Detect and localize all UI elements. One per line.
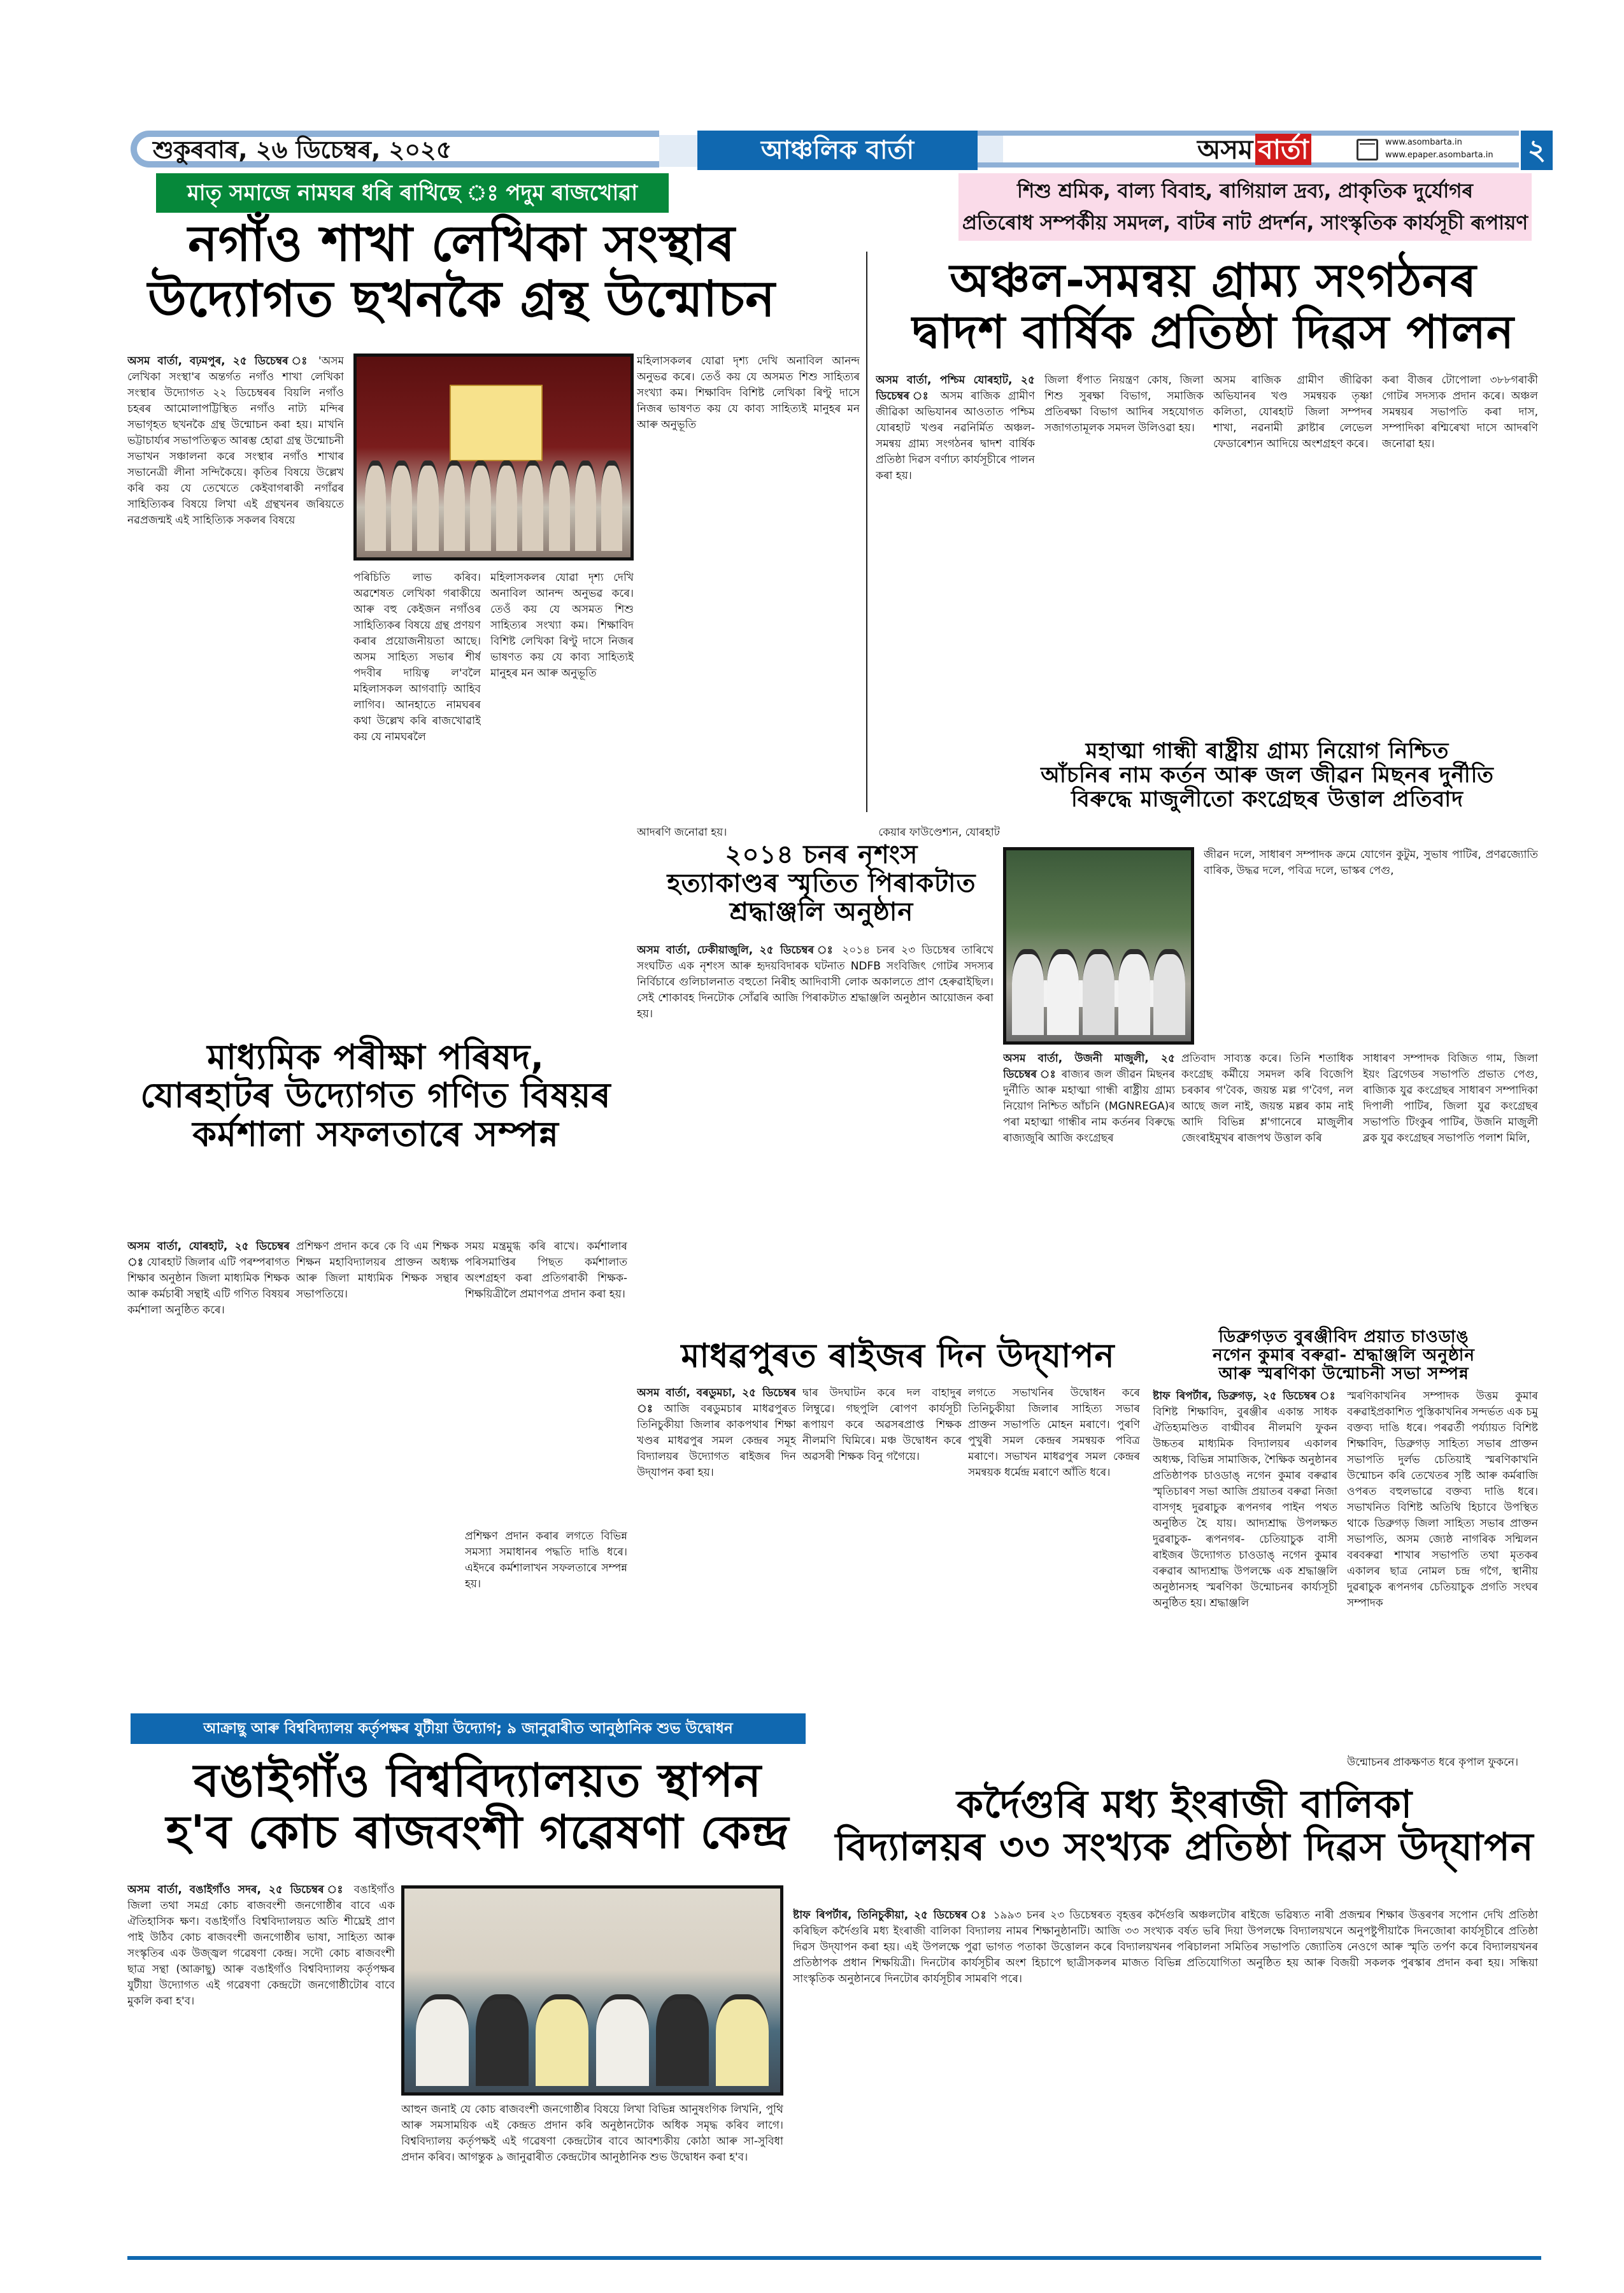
body-text: পৰিচিতি লাভ কৰিব। অৱশেষত লেখিকা গৰাকীয়ে আৰু বহু কেইজন নগাঁওৰ সাহিত্যিকৰ বিষয়ে গ্ৰন্থ প্ৰণয়ণ কৰাৰ প্ৰয়োজনীয়তা আছে। অসম সাহিত্য সভাৰ শীৰ্ষ পদবীৰ দায়িত্ব ল'বলৈ মহিলাসকল আগবাঢ়ি আহিব লাগিব। আনহাতে নামঘৰৰ কথা উল্লেখ কৰি ৰাজখোৱাই কয় যে নামঘৰলৈ (353, 571, 481, 743)
headline-line: নগাঁও শাখা লেখিকা সংস্থাৰ (188, 215, 736, 273)
article-body (1003, 1051, 1175, 1318)
website-url[interactable]: www.asombarta.in (1385, 138, 1462, 147)
headline-line: আৰু স্মৰণিকা উন্মোচনী সভা সম্পন্ন (1218, 1364, 1469, 1384)
headline-line: বঙাইগাঁও বিশ্ববিদ্যালয়ত স্থাপন (194, 1754, 762, 1807)
article-body (1204, 847, 1538, 1045)
headline-line: মহাত্মা গান্ধী ৰাষ্ট্ৰীয় গ্ৰাম্য নিয়োগ নিশ্চিত (1085, 738, 1449, 764)
headline-line: কৰ্মশালা সফলতাৰে সম্পন্ন (192, 1113, 559, 1154)
body-text: প্ৰতিবাদ সাব্যস্ত কৰে। তিনি শতাধিক কংগ্ৰেছ কৰ্মীয়ে সমদল কৰি বিজেপি চৰকাৰ গ'বৈক, জয়ন্ত মল্ল গ'বৈগ, নল আছে জল নাই, জয়ন্ত মল্লৰ কাম নাই আদি বিভিন্ন শ্ল'গানেৰে মাজুলীৰ জেংৰাইমুখৰ ৰাজপথ উত্তাল কৰি (1181, 1052, 1353, 1145)
body-text: যোৰহাট জিলাৰ এটি পৰম্পৰাগত শিক্ষাৰ অনুষ্ঠান জিলা মাধ্যমিক শিক্ষক আৰু কৰ্মচাৰী সন্থাই এটি গণিত বিষয়ৰ কৰ্মশালা অনুষ্ঠিত কৰে। (127, 1256, 290, 1317)
headline-lekhika (127, 217, 796, 328)
body-text: ২০১৪ চনৰ ২৩ ডিচেম্বৰ তাৰিখে সংঘটিত এক নৃশংস আৰু হৃদয়বিদাৰক ঘটনাত NDFB সংবিজিৎ গোটৰ সদস্যৰ নিৰ্বিচাৰে গুলিচালনাত বহুতো নিৰীহ আদিবাসী লোক অকালতে প্ৰাণ হেৰুৱাইছিল। সেই শোকাবহ দিনটোক সোঁৱৰি আজি পিৰাকটাত শ্ৰদ্ধাঞ্জলি অনুষ্ঠান আয়োজন কৰা হয়। (637, 944, 994, 1020)
article-body (876, 373, 1035, 729)
body-text: প্ৰশিক্ষণ প্ৰদান কৰে কে বি এম শিক্ষক শিক্ষন মহাবিদ্যালয়ৰ প্ৰাক্তন অধ্যক্ষ আৰু জিলা মাধ্যমিক শিক্ষক সন্থাৰ সভাপতিয়ে। (296, 1240, 459, 1301)
body-text: কৃতিৰ বিষয়ে উল্লেখ কৰি কয় যে তেখেতে কেইবাগৰাকী নগাঁৱৰ সাহিত্যিকৰ বিষয়ে লিখা এই গ্ৰন্থখনৰ জৰিয়তে নৱপ্ৰজন্মই এই সাহিত্যিক সকলৰ বিষয়ে (127, 466, 344, 527)
headline-madhavpur (662, 1338, 1134, 1375)
masthead-logo (1197, 134, 1311, 166)
kicker-line: শিশু শ্ৰমিক, বাল্য বিবাহ, ৰাগিয়াল দ্ৰব্য, প্ৰাকৃতিক দুৰ্যোগৰ (1017, 180, 1473, 203)
logo-text-right: বাৰ্তা (1255, 134, 1311, 165)
kicker-banner-blue: আক্ৰাছু আৰু বিশ্ববিদ্যালয় কৰ্তৃপক্ষৰ যুটীয়া উদ্যোগ; ৯ জানুৱাৰীত আনুষ্ঠানিক শুভ উদ্বোধন (131, 1713, 806, 1744)
article-body (1363, 1051, 1538, 1318)
article-tail: আদৰণি জনোৱা হয়। (637, 826, 727, 839)
body-text: সময় মন্ত্ৰমুগ্ধ কৰি ৰাখে। কৰ্মশালাৰ পৰিসমাপ্তিৰ পিছত কৰ্মশালাত অংশগ্ৰহণ কৰা প্ৰতিগৰাকী শিক্ষক-শিক্ষয়িত্ৰীলৈ প্ৰমাণপত্ৰ প্ৰদান কৰা হয়। (465, 1240, 627, 1301)
headline-majuli-congress (1006, 739, 1528, 811)
headline-line: মাধৱপুৰত ৰাইজৰ দিন উদ্‌যাপন (681, 1337, 1115, 1375)
headline-line: আঁচনিৰ নাম কৰ্তন আৰু জল জীৱন মিছনৰ দুৰ্নীতি (1041, 762, 1494, 789)
book-launch-photo (353, 354, 634, 561)
body-text: 'অসম লেখিকা সংস্থা'ৰ অন্তৰ্গত নগাঁও শাখা লেখিকা সংস্থাৰ উদ্যোগত ২২ ডিচেম্বৰৰ বিয়লি নগাঁও চহৰৰ আমোলাপট্টিস্থিত নগাঁও নাট্য মন্দিৰ সভাগৃহত ছখনকৈ গ্ৰন্থ উন্মোচন কৰা হয়। মাখনি ভট্টাচাৰ্য্যৰ সভাপতিত্বত আৰম্ভ হোৱা গ্ৰন্থ উন্মোচনী সভাখন সঞ্চালনা কৰে সংস্থাৰ নগাঁও শাখাৰ সভানেত্ৰী লীনা সন্দিকৈয়ে। (127, 355, 344, 479)
article-body (127, 354, 344, 1016)
headline-line: ডিব্ৰুগড়ত বুৰঞ্জীবিদ প্ৰয়াত চাওডাঙ্ (1218, 1327, 1469, 1347)
article-body (127, 1239, 290, 1704)
logo-text-left: অসম (1197, 134, 1253, 165)
page-bottom-rule (127, 2256, 1541, 2260)
body-text: আহুন জনাই যে কোচ ৰাজবংশী জনগোষ্ঠীৰ বিষয়ে লিখা বিভিন্ন আনুষংগিক লিখনি, পুথি আৰু সমসাময়িক এই কেন্দ্ৰত প্ৰদান কৰি অনুষ্ঠানটোক অধিক সমৃদ্ধ কৰিব লাগে। বিশ্ববিদ্যালয় কৰ্তৃপক্ষই এই গৱেষণা কেন্দ্ৰটোৰ বাবে আবশ্যকীয় কোঠা আৰু সা-সুবিধা প্ৰদান কৰিব। আগন্তুক ৯ জানুৱাৰীত কেন্দ্ৰটোৰ আনুষ্ঠানিক শুভ উদ্বোধন কৰা হ'ব। (401, 2103, 783, 2164)
dateline: অসম বাৰ্তা, বঢ়মপুৰ, ২৫ ডিচেম্বৰ ঃ (127, 355, 311, 368)
body-text: জিলা ধঁপাত নিয়ন্ত্ৰণ কোষ, জিলা শিশু সুৰক্ষা বিভাগ, সমাজিক প্ৰতিৰক্ষা বিভাগ আদিৰ সহযোগত সজাগতামূলক সমদল উলিওৱা হয়। (1044, 374, 1204, 434)
body-text: দ্বাৰ উদঘাটন কৰে দল বাহাদুৰ লিম্বুৱে। গছপুলি ৰোপণ কাৰ্যসূচী ৰূপায়ণ কৰে অৱসৰপ্ৰাপ্ত শিক্ষক নীলমণি ঘিমিৰে। মঞ্চ উদ্বোধন কৰে অৱসৰী শিক্ষক বিনু গগৈয়ে। (802, 1387, 962, 1463)
body-text: প্ৰশিক্ষণ প্ৰদান কৰাৰ লগতে বিভিন্ন সমস্যা সমাধানৰ পদ্ধতি দাঙি ধৰে। এইদৰে কৰ্মশালাখন সফলতাৰে সম্পন্ন হয়। (465, 1530, 627, 1590)
headline-line: ২০১৪ চনৰ নৃশংস (725, 840, 918, 869)
dateline: অসম বাৰ্তা, উজনী মাজুলী, ২৫ ডিচেম্বৰ ঃ (1003, 1052, 1175, 1081)
article-body (1382, 373, 1538, 729)
body-text: আজি বৰডুমচাৰ মাধৱপুৰত তিনিচুকীয়া জিলাৰ কাকপথাৰ শিক্ষা খণ্ডৰ মাধৱপুৰ সমল কেন্দ্ৰৰ সমূহ বিদ্যালয়ৰ উদ্যোগত ৰাইজৰ দিন উদ্‌যাপন কৰা হয়। (637, 1403, 796, 1479)
headline-line: কৰ্দৈগুৰি মধ্য ইংৰাজী বালিকা (957, 1782, 1413, 1827)
kicker-line: প্ৰতিৰোধ সম্পৰ্কীয় সমদল, বাটৰ নাট প্ৰদৰ্শন, সাংস্কৃতিক কাৰ্যসূচী ৰূপায়ণ (962, 211, 1528, 234)
headline-bongaigaon (127, 1755, 828, 1857)
headline-line: মাধ্যমিক পৰীক্ষা পৰিষদ, (207, 1037, 545, 1077)
headline-kordoiguri (828, 1783, 1541, 1869)
body-text: মহিলাসকলৰ যোৱা দৃশ্য দেখি অনাবিল আনন্দ অনুভৱ কৰে। তেওঁ কয় যে অসমত শিশু সাহিত্যৰ সংখ্যা কম। শিক্ষাবিদ বিশিষ্ট লেখিকা ৰিণ্টু দাসে নিজৰ ভাষণত কয় যে কাব্য সাহিত্যই মানুহৰ মন আৰু অনুভূতি (637, 355, 860, 431)
dateline: অসম বাৰ্তা, যোৰহাট, ২৫ ডিচেম্বৰ ঃ (127, 1240, 290, 1269)
body-text: ১৯৯৩ চনৰ ২৩ ডিচেম্বৰত বৃহত্তৰ কৰ্দৈগুৰি অঞ্চলটোৰ ৰাইজে ভৱিষ্যত নাৰী প্ৰজন্মৰ শিক্ষাৰ উত্তৰণৰ সপোন দেখি প্ৰতিষ্ঠা কৰিছিল কৰ্দৈগুৰি মধ্য ইংৰাজী বালিকা বিদ্যালয় নামৰ শিক্ষানুষ্ঠানটি। আজি ৩৩ সংখ্যক বৰ্ষত ভৰি দিয়া উপলক্ষে বিদ্যালয়খনে অনুপষ্টুপীয়াকৈ দিনজোৰা কাৰ্যসূচীৰে প্ৰতিষ্ঠা দিৱস উদ্‌যাপন কৰা হয়। এই উপলক্ষে পুৱা ভাগত পতাকা উত্তোলন কৰে বিদ্যালয়খনৰ পৰিচালনা সমিতিৰ সভাপতি জ্যোতিষ নেওগে আৰু স্মৃতি তৰ্পণ কৰে বিদ্যালয়খনৰ প্ৰতিষ্ঠাপক প্ৰধান শিক্ষয়িত্ৰী। দিনটোৰ কাৰ্যসূচীৰ অংশ হিচাপে ছাত্ৰীসকলৰ মাজত বিভিন্ন প্ৰতিযোগিতা অনুষ্ঠিত হয় আৰু বিজয়ী সকলক পুৰস্কাৰ প্ৰদান কৰা হয়। সন্ধিয়া সাংস্কৃতিক অনুষ্ঠানৰে দিনটোৰ কাৰ্যসূচীৰ সামৰণি পৰে। (793, 1909, 1538, 1985)
header-right-tint (978, 136, 1003, 162)
article-body (490, 570, 634, 1016)
article-body (353, 570, 481, 1016)
header-tint (659, 135, 697, 167)
body-text: সভাখন মাধৱপুৰ সমল কেন্দ্ৰৰ সমন্বয়ক ধৰ্মেন্দ্ৰ মৰাণে আঁতি ধৰে। (968, 1450, 1140, 1479)
headline-pirakata (637, 841, 1006, 926)
section-title: আঞ্চলিক বাৰ্তা (697, 131, 978, 170)
article-body (465, 1529, 627, 1701)
dateline: অসম বাৰ্তা, পশ্চিম যোৰহাট, ২৫ ডিচেম্বৰ ঃ (876, 374, 1035, 403)
body-text: বিশিষ্ট শিক্ষাবিদ, বুৰঞ্জীৰ একান্ত সাধক ঐতিহ্যমণ্ডিত বাগ্মীবৰ নীলমণি ফুকন উচ্চতৰ মাধ্যমিক বিদ্যালয়ৰ একালৰ অধ্যক্ষ, বিভিন্ন সামাজিক, শৈক্ষিক অনুষ্ঠানৰ প্ৰতিষ্ঠাপক চাওডাঙ্ নগেন কুমাৰ বৰুৱাৰ স্মৃতিচাৰণ সভা আজি প্ৰয়াতৰ বৰুৱা নিজা বাসগৃহ দুৱৰাচুক ৰূপনগৰ পাইন পথত অনুষ্ঠিত হৈ যায়। আদ্যশ্ৰাদ্ধ উপলক্ষত দুৱৰাচুক- ৰূপনগৰ- চেতিয়াচুক বাসী ৰাইজৰ উদ্যোগত চাওডাঙ্ নগেন কুমাৰ বৰুৱাৰ আদ্যশ্ৰাদ্ধ উপলক্ষে এক শ্ৰদ্ধাঞ্জলি অনুষ্ঠানসহ স্মৰণিকা উন্মোচনৰ কাৰ্য্যসূচী অনুষ্ঠিত হয়। শ্ৰদ্ধাঞ্জলি (1153, 1406, 1337, 1610)
article-tail: উন্মোচনৰ প্ৰাকক্ষণত ধৰে কৃপাল ফুকনে। (1347, 1756, 1519, 1769)
dateline: অসম বাৰ্তা, বঙাইগাঁও সদৰ, ২৫ ডিচেম্বৰ ঃ (127, 1883, 347, 1896)
article-body (637, 943, 994, 1325)
body-text: ৰাজ্যৰ জল জীৱন মিছনৰ দুৰ্নীতি আৰু মহাত্মা গান্ধী ৰাষ্ট্ৰীয় গ্ৰাম্য নিয়োগ নিশ্চিত আঁচনি (MGNREGA)ৰ পৰা মহাত্মা গান্ধীৰ নাম কৰ্তনৰ বিৰুদ্ধে ৰাজ্যজুৰি আজি কংগ্ৰেছৰ (1003, 1068, 1175, 1145)
body-text: স্মৰণিকাখনিৰ সম্পাদক উত্তম কুমাৰ বৰুৱাইপ্ৰকাশিত পুস্তিকাখনিৰ সন্দৰ্ভত এক চমু বক্তব্য দাঙি ধৰে। পৰৱৰ্তী পৰ্য্যায়ত বিশিষ্ট শিক্ষাবিদ, ডিব্ৰুগড় সাহিত্য সভাৰ প্ৰাক্তন সভাপতি দুৰ্লভ চেতিয়াই স্মৰণিকাখনি উন্মোচন কৰি তেখেতৰ সৃষ্টি আৰু কৰ্মৰাজি ওপৰত বহুলভাৱে বক্তব্য দাঙি ধৰে। সভাখনিত বিশিষ্ট অতিথি হিচাবে উপস্থিত থাকে ডিব্ৰুগড় জিলা সাহিত্য সভাৰ প্ৰাক্তন সভাপতি, অসম জ্যেষ্ঠ নাগৰিক সন্মিলন বৰবৰুৱা শাখাৰ সভাপতি তথা মৃতকৰ একালৰ ছাত্ৰ নোমল চন্দ্ৰ গগৈ, স্থানীয় দুৱৰাচুক ৰূপনগৰ চেতিয়াচুক প্ৰগতি সংঘৰ সম্পাদক (1347, 1390, 1538, 1610)
headline-line: বিদ্যালয়ৰ ৩৩ সংখ্যক প্ৰতিষ্ঠা দিৱস উদ্‌যাপন (835, 1825, 1534, 1870)
headline-line: নগেন কুমাৰ বৰুৱা- শ্ৰদ্ধাঞ্জলি অনুষ্ঠান (1213, 1346, 1475, 1366)
dateline: ষ্টাফ ৰিপৰ্টাৰ, তিনিচুকীয়া, ২৫ ডিচেম্বৰ ঃ (793, 1909, 988, 1922)
article-body (637, 354, 860, 825)
headline-dibrugarh-shraddhanjali (1146, 1328, 1541, 1383)
article-body (802, 1385, 962, 1704)
column-rule (866, 252, 867, 812)
headline-line: হ'ব কোচ ৰাজবংশী গৱেষণা কেন্দ্ৰ (166, 1804, 790, 1859)
body-text: লগতে সভাখনিৰ উদ্বোধন কৰে তিনিচুকীয়া জিলাৰ সাহিত্য সভাৰ প্ৰাক্তন সভাপতি মোহন মৰাণে। পুৰণি পুখুৰী সমল কেন্দ্ৰৰ সমন্বয়ক পবিত্ৰ মৰাণে। (968, 1387, 1140, 1463)
headline-line: দ্বাদশ বাৰ্ষিক প্ৰতিষ্ঠা দিৱস পালন (912, 304, 1514, 359)
protest-rally-photo (1003, 847, 1194, 1045)
body-text: জীৱন দলে, সাধাৰণ সম্পাদক ক্ৰমে যোগেন কুটুম, সুভাষ পাটিৰ, প্ৰণৱজ্যোতি বাৰিক, উদ্ধৱ দলে, পবিত্ৰ দলে, ভাস্কৰ পেগু, (1204, 848, 1538, 877)
body-text: কৰা বীজৰ টোপোলা ৩৮৮গৰাকী গোটৰ সদস্যক প্ৰদান কৰে। অঞ্চল সমন্বয়ৰ সভাপতি কৰা দাস, সম্পাদিকা ৰশ্মিৰেখা দাসে আদৰণি জনোৱা হয়। (1382, 374, 1538, 450)
web-page-icon (1357, 139, 1378, 161)
article-body (1044, 373, 1204, 729)
headline-line: অঞ্চল-সমন্বয় গ্ৰাম্য সংগঠনৰ (950, 254, 1477, 307)
body-text: অসম ৰাজিক গ্ৰামীণ জীৱিকা অভিযানৰ আওতাত পশ্চিম যোৰহাট খণ্ডৰ নৱনিৰ্মিত অঞ্চল-সমন্বয় গ্ৰাম্য সংগঠনৰ দ্বাদশ বাৰ্ষিক প্ৰতিষ্ঠা দিৱস বৰ্ণাঢ্য কাৰ্যসূচীৰে পালন কৰা হয়। (876, 390, 1035, 482)
article-body (296, 1239, 459, 1704)
article-tail: কেয়াৰ ফাউণ্ডেশ্যন, যোৰহাট (878, 826, 1000, 839)
press-meet-photo (401, 1885, 783, 2096)
article-body (127, 1882, 395, 2252)
headline-ganit-karmashala (127, 1038, 624, 1154)
kicker-banner-green: মাতৃ সমাজে নামঘৰ ধৰি ৰাখিছে ঃ পদুম ৰাজখোৱা (156, 173, 669, 213)
article-body (1213, 373, 1372, 729)
article-body (1181, 1051, 1353, 1318)
article-body (401, 2102, 783, 2252)
headline-line: বিৰুদ্ধে মাজুলীতো কংগ্ৰেছৰ উত্তাল প্ৰতিবাদ (1071, 787, 1464, 813)
headline-anchal-samanay (885, 255, 1541, 357)
page-number: ২ (1521, 131, 1553, 170)
body-text: সাধাৰণ সম্পাদক বিজিত গাম, জিলা ইয়ং ব্ৰিগেডৰ সভাপতি প্ৰভাত পেগু, ৰাজ্যিক যুৱ কংগ্ৰেছৰ সাধাৰণ সম্পাদিকা দিপালী পাটিৰ, জিলা যুৱ কংগ্ৰেছৰ সভাপতি টিংকুৰ পাটিৰ, উজনি মাজুলী ব্লক যুৱ কংগ্ৰেছৰ সভাপতি পলাশ মিলি, (1363, 1052, 1538, 1145)
website-urls (1385, 136, 1493, 162)
headline-line: হত্যাকাণ্ডৰ স্মৃতিত পিৰাকটাত (667, 868, 976, 898)
body-text: মহিলাসকলৰ যোৱা দৃশ্য দেখি অনাবিল আনন্দ অনুভৱ কৰে। তেওঁ কয় যে অসমত শিশু সাহিত্যৰ সংখ্যা কম। শিক্ষাবিদ বিশিষ্ট লেখিকা ৰিণ্টু দাসে নিজৰ ভাষণত কয় যে কাব্য সাহিত্যই মানুহৰ মন আৰু অনুভূতি (490, 571, 634, 680)
dateline: অসম বাৰ্তা, ঢেকীয়াজুলি, ২৫ ডিচেম্বৰ ঃ (637, 944, 836, 957)
dateline: ষ্টাফ ৰিপৰ্টাৰ, ডিব্ৰুগড়, ২৫ ডিচেম্বৰ ঃ (1153, 1390, 1337, 1403)
body-text: বঙাইগাঁও জিলা তথা সমগ্ৰ কোচ ৰাজবংশী জনগোষ্ঠীৰ বাবে এক ঐতিহাসিক ক্ষণ। বঙাইগাঁও বিশ্ববিদ্যালয়ত অতি শীঘ্ৰেই প্ৰাণ পাই উঠিব কোচ ৰাজবংশী জনগোষ্ঠীৰ ভাষা, সাহিত্য আৰু সংস্কৃতিৰ এক উজ্জ্বল গৱেষণা কেন্দ্ৰ। সদৌ কোচ ৰাজবংশী ছাত্ৰ সন্থা (আক্ৰাছু) আৰু বঙাইগাঁও বিশ্ববিদ্যালয় কৰ্তৃপক্ষৰ যুটীয়া উদ্যোগত এই গৱেষণা কেন্দ্ৰটো জনগোষ্ঠীটোৰ বাবে মুকলি কৰা হ'ব। (127, 1883, 395, 2008)
article-body (1153, 1389, 1337, 1771)
article-body (637, 1385, 796, 1704)
epaper-url[interactable]: www.epaper.asombarta.in (1385, 150, 1493, 160)
headline-line: উদ্যোগত ছখনকৈ গ্ৰন্থ উন্মোচন (148, 271, 776, 329)
issue-date: শুকুৰবাৰ, ২৬ ডিচেম্বৰ, ২০২৫ (153, 136, 452, 164)
kicker-banner-pink (958, 173, 1532, 241)
article-body (1347, 1389, 1538, 1755)
article-body (968, 1385, 1140, 1755)
headline-line: শ্ৰদ্ধাঞ্জলি অনুষ্ঠান (729, 897, 914, 927)
body-text: অসম ৰাজিক গ্ৰামীণ জীৱিকা অভিযানৰ খণ্ড সমন্বয়ক তৃষ্ণা কলিতা, যোৰহাট জিলা সম্পদৰ শাখা, নৱনামী ক্লাষ্টাৰ লেভেল ফেডাৰেশ্যন আদিয়ে অংশগ্ৰহণ কৰে। (1213, 374, 1372, 450)
headline-line: যোৰহাটৰ উদ্যোগত গণিত বিষয়ৰ (140, 1075, 611, 1116)
article-body (793, 1908, 1538, 2252)
dateline: অসম বাৰ্তা, বৰডুমচা, ২৫ ডিচেম্বৰ ঃ (637, 1387, 796, 1415)
